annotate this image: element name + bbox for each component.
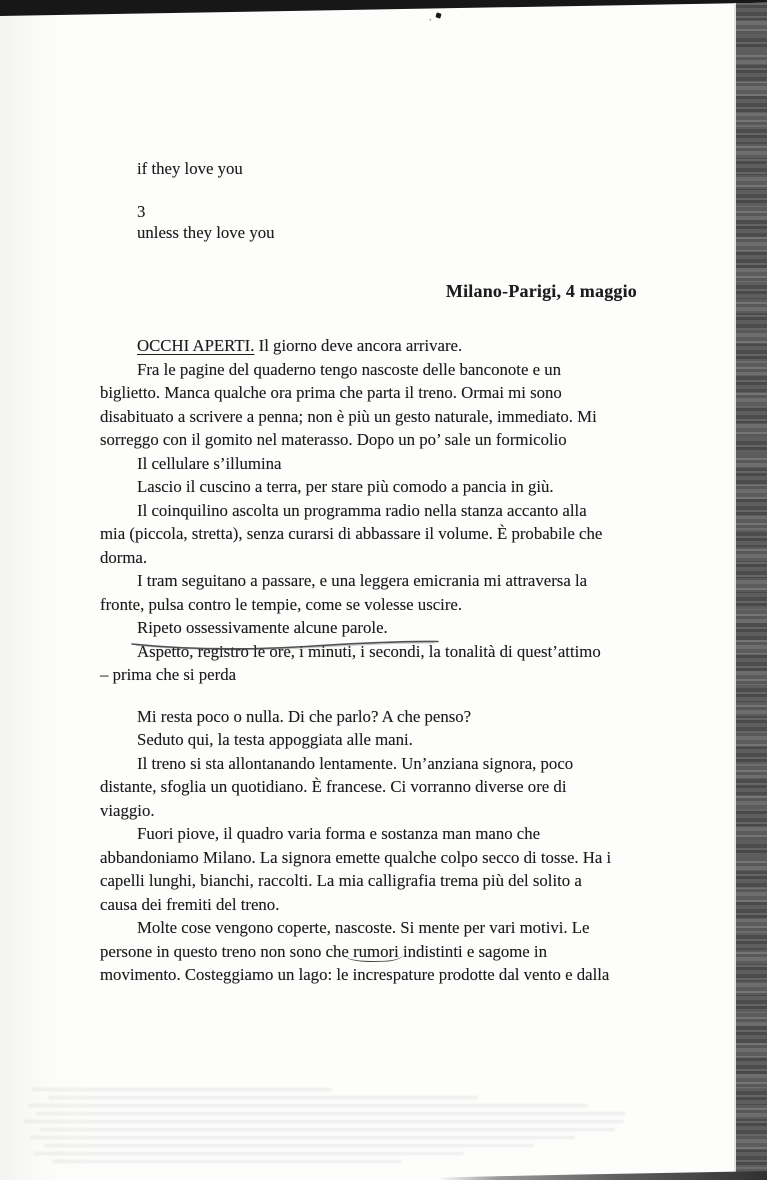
page-bleedthrough-ghost-text: [18, 1088, 658, 1168]
text-segment: Seduto qui, la testa appoggiata alle mani.: [137, 730, 413, 749]
text-segment: – prima che si perda: [100, 665, 237, 684]
text-segment: indistinti e sagome in: [398, 941, 547, 961]
text-segment: distante, sfoglia un quotidiano. È francese. Ci vorranno diverse ore di: [100, 777, 567, 796]
text-segment: viaggio.: [100, 800, 155, 820]
text-line: [100, 822, 662, 846]
epigraph-number: 3: [137, 202, 146, 221]
text-line: [100, 381, 662, 405]
text-line: [100, 799, 662, 823]
text-segment: abbandoniamo Milano. La signora emette qualche colpo secco di tosse. Ha i: [100, 847, 612, 867]
text-segment: Mi resta poco o nulla. Di che parlo? A che penso?: [137, 706, 472, 726]
text-segment: Il treno si sta allontanando lentamente. Un’anziana signora, poco: [137, 753, 574, 773]
text-line: [100, 593, 662, 617]
text-line: [100, 334, 662, 358]
text-segment: mia (piccola, stretta), senza curarsi di abbassare il volume. È probabile che: [100, 524, 603, 543]
text-segment: disabituato a scrivere a penna; non è più un gesto naturale, immediato. Mi: [100, 406, 597, 426]
text-line: [100, 963, 662, 987]
text-line: [100, 405, 662, 429]
text-line: [100, 869, 662, 893]
text-segment: Molte cose vengono coperte, nascoste. Si mente per vari motivi. Le: [137, 918, 590, 937]
text-line: [100, 452, 662, 476]
text-line: [100, 475, 662, 499]
text-line: [100, 728, 662, 752]
scan-artifact-right-band: [734, 3, 767, 1180]
text-segment: Aspetto, registro le ore, i minuti, i secondi, la tonalità di quest’attimo: [137, 641, 601, 661]
text-segment: sorreggo con il gomito nel materasso. Dopo un po’ sale un formicolio: [100, 430, 567, 449]
text-line: [100, 640, 662, 664]
epigraph-line: if they love you: [137, 159, 243, 178]
text-line: [100, 893, 662, 917]
text-line: [100, 616, 662, 640]
text-line: [100, 358, 662, 382]
text-segment: dorma.: [100, 547, 148, 567]
text-segment: rumori: [353, 941, 399, 961]
text-segment: causa dei fremiti del treno.: [100, 894, 280, 914]
text-segment: biglietto. Manca qualche ora prima che parta il treno. Ormai mi sono: [100, 383, 562, 402]
scan-artifact-bottom-edge: [438, 1171, 767, 1180]
text-line: [100, 569, 662, 593]
text-segment: persone in questo treno non sono che: [100, 941, 354, 961]
text-segment: Fuori piove, il quadro varia forma e sostanza man mano che: [137, 824, 541, 843]
text-segment: Fra le pagine del quaderno tengo nascoste delle banconote e un: [137, 359, 562, 379]
text-line: [100, 522, 662, 546]
text-line: [100, 752, 662, 776]
text-segment: Ripeto ossessivamente alcune parole.: [137, 618, 388, 637]
text-line: [100, 705, 662, 729]
epigraph-line: unless they love you: [137, 223, 275, 242]
body-text: [100, 334, 662, 987]
text-segment: Il coinquilino ascolta un programma radio nella stanza accanto alla: [137, 500, 587, 520]
scan-artifact-top-edge: [0, 0, 767, 16]
text-line: [100, 428, 662, 452]
text-segment: OCCHI APERTI.: [137, 336, 255, 355]
text-segment: fronte, pulsa contro le tempie, come se volesse uscire.: [100, 594, 463, 614]
text-line: [100, 546, 662, 570]
text-line: [100, 940, 662, 964]
ink-speck: [435, 12, 441, 18]
text-line: [100, 775, 662, 799]
text-line: [100, 499, 662, 523]
dateline-heading: Milano-Parigi, 4 maggio: [445, 281, 637, 301]
text-segment: Lascio il cuscino a terra, per stare più comodo a pancia in giù.: [137, 477, 554, 496]
text-segment: Il cellulare s’illumina: [137, 453, 282, 473]
text-line: [100, 846, 662, 870]
text-segment: movimento. Costeggiamo un lago: le increspature prodotte dal vento e dalla: [100, 965, 610, 984]
text-segment: I tram seguitano a passare, e una leggera emicrania mi attraversa la: [137, 571, 588, 590]
text-segment: Il giorno deve ancora arrivare.: [254, 336, 463, 355]
text-line: [100, 663, 662, 687]
text-segment: capelli lunghi, bianchi, raccolti. La mia calligrafia trema più del solito a: [100, 871, 582, 890]
epigraph-block: [137, 158, 275, 243]
text-line: [100, 916, 662, 940]
